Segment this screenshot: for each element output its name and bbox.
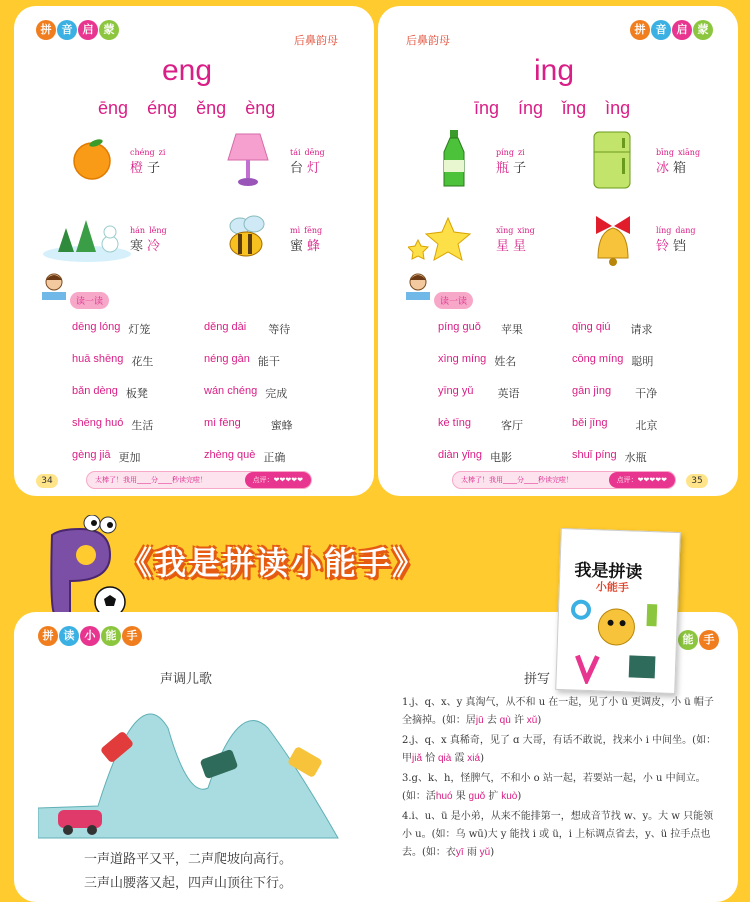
pair-pinyin: huā shēng: [72, 353, 124, 365]
footer-text: 太棒了！我用____分____秒读完啦！: [95, 476, 207, 484]
tone: ěng: [196, 98, 227, 118]
snow-scene-icon: [42, 212, 132, 262]
brand-logo-right: [678, 630, 719, 650]
word-pair: [438, 353, 516, 369]
pair-hanzi: 完成: [265, 387, 288, 400]
hanzi: 蜂: [307, 239, 321, 254]
stars-icon: [408, 212, 484, 264]
tone: īng: [474, 98, 500, 118]
logo-char: 启: [672, 20, 692, 40]
word-pair: [438, 385, 519, 401]
hanzi: 冷: [147, 239, 161, 254]
rule-pinyin: jiǎ: [412, 753, 423, 764]
word-pair: [572, 353, 653, 369]
rules-title: 拼写: [524, 672, 551, 687]
rule-pinyin: huó: [435, 791, 453, 802]
pinyin: fēng: [304, 226, 323, 235]
pair-hanzi: 客厅: [501, 419, 524, 432]
word-card: [290, 148, 325, 176]
pair-pinyin: mì fēng: [204, 417, 241, 429]
hanzi: 铛: [673, 239, 687, 254]
pinyin: xing: [517, 226, 535, 235]
logo-char: 拼: [36, 20, 56, 40]
spelling-rule: [402, 694, 722, 730]
logo-char: 能: [678, 630, 698, 650]
tone-mountains-illustration: [38, 688, 354, 848]
pair-pinyin: yīng yǔ: [438, 385, 474, 397]
logo-char: 蒙: [693, 20, 713, 40]
pair-hanzi: 灯笼: [128, 323, 151, 336]
rule-text: 许: [510, 715, 524, 726]
word-card: [496, 226, 535, 254]
pair-pinyin: děng dài: [204, 321, 247, 333]
word-card: [656, 226, 696, 254]
lamp-icon: [224, 130, 272, 190]
pinyin: xīng: [496, 226, 514, 235]
section-header: 后鼻韵母: [294, 34, 338, 47]
hanzi: 灯: [307, 161, 321, 176]
song-title: 声调儿歌: [160, 672, 213, 687]
pair-hanzi: 英语: [497, 387, 520, 400]
logo-char: 拼: [38, 626, 58, 646]
word-pair: [572, 321, 653, 337]
tone: ēng: [98, 98, 129, 118]
pair-pinyin: bǎn dèng: [72, 385, 118, 397]
word-pair: [204, 353, 280, 369]
pair-pinyin: xìng míng: [438, 353, 487, 365]
word-card: [496, 148, 526, 176]
rule-text: ): [480, 753, 484, 764]
hanzi: 蜜: [290, 239, 304, 254]
bottle-icon: [440, 128, 468, 190]
word-pair: [572, 385, 657, 401]
rule-pinyin: guǒ: [465, 791, 486, 802]
hanzi: 子: [147, 161, 161, 176]
read-aloud-label: 读一读: [70, 292, 109, 309]
brand-logo: [36, 20, 119, 40]
pinyin: dang: [675, 226, 696, 235]
final-title: ing: [534, 54, 575, 87]
logo-char: 蒙: [99, 20, 119, 40]
word-pair: [572, 449, 647, 465]
logo-char: 能: [101, 626, 121, 646]
logo-char: 启: [78, 20, 98, 40]
word-card: [130, 148, 165, 176]
word-pair: [72, 321, 150, 337]
hanzi: 星: [496, 239, 510, 254]
pair-pinyin: gèng jiā: [72, 449, 111, 461]
progress-footer: [86, 471, 312, 489]
pair-hanzi: 蜜蜂: [270, 419, 293, 432]
kid-reading-icon: [40, 272, 68, 302]
section-header: 后鼻韵母: [406, 34, 450, 47]
tone: éng: [147, 98, 178, 118]
pair-pinyin: shēng huó: [72, 417, 124, 429]
final-title: eng: [162, 54, 213, 87]
rule-text: 3.g、k、h，怪脾气，不和小 o 站一起，若要站一起，小 u 中间立。(如：活: [402, 773, 706, 802]
word-pair: [204, 449, 285, 465]
rule-text: ): [517, 791, 522, 802]
logo-char: 拼: [630, 20, 650, 40]
pinyin: mì: [290, 226, 301, 235]
logo-char: 手: [122, 626, 142, 646]
pair-hanzi: 干净: [635, 387, 658, 400]
hanzi: 寒: [130, 239, 144, 254]
tone: íng: [518, 98, 544, 118]
tone: ìng: [605, 98, 631, 118]
pinyin: xiāng: [677, 148, 701, 157]
pair-hanzi: 苹果: [500, 323, 523, 336]
word-pair: [438, 417, 523, 433]
brand-logo: [38, 626, 142, 646]
pair-pinyin: dēng lóng: [72, 321, 121, 333]
rule-text: ): [537, 715, 542, 726]
pair-hanzi: 能干: [257, 355, 280, 368]
tone: ǐng: [562, 98, 587, 118]
book-title-banner: 《我是拼读小能手》: [120, 544, 427, 582]
word-card: [290, 226, 322, 254]
word-pair: [204, 417, 293, 433]
rule-pinyin: yī: [455, 847, 464, 858]
hanzi: 星: [513, 239, 527, 254]
pinyin: zi: [158, 148, 166, 157]
logo-char: 读: [59, 626, 79, 646]
logo-char: 小: [80, 626, 100, 646]
pair-hanzi: 北京: [635, 419, 658, 432]
rule-text: 雨: [463, 847, 477, 858]
pair-pinyin: qǐng qiú: [572, 321, 611, 333]
rule-text: 2.j、q、x 真稀奇，见了 ɑ 大哥，有话不敢说，找来小 i 中间坐。(如：甲: [402, 735, 717, 764]
word-pair: [204, 385, 287, 401]
pair-hanzi: 更加: [118, 451, 141, 464]
tone: èng: [245, 98, 276, 118]
bee-icon: [220, 214, 276, 262]
rule-pinyin: xǔ: [523, 715, 538, 726]
pair-pinyin: zhèng què: [204, 449, 256, 461]
book-cover-subtitle: 小能手: [595, 580, 630, 595]
hanzi: 台: [290, 161, 304, 176]
pair-pinyin: běi jīng: [572, 417, 608, 429]
left-page: [14, 6, 374, 496]
page-number: 34: [36, 474, 58, 488]
word-pair: [572, 417, 657, 433]
pair-hanzi: 水瓶: [624, 451, 647, 464]
rule-pinyin: kuò: [498, 791, 518, 802]
pair-hanzi: 正确: [263, 451, 286, 464]
right-page: [378, 6, 738, 496]
pinyin: líng: [656, 226, 672, 235]
rule-text: 霞: [451, 753, 465, 764]
word-pair: [204, 321, 290, 337]
word-pair: [438, 321, 523, 337]
footer-text: 太棒了！我用____分____秒读完啦！: [461, 476, 573, 484]
rule-text: 4.i、u、ü 是小弟，从来不能排第一，想成音节找 w、y。大 w 只能领小 u。(如：乌 wū)大 y 能找 i 或 ü，i 上标调点省去，y、ü 拉手点也去。(如：衣: [402, 811, 714, 858]
rule-text: 1.j、q、x、y 真淘气，从不和 u 在一起，见了小 ü 更调皮，小 ü 帽子全摘掉。(如：居: [402, 697, 714, 726]
poem-line: 一声道路平又平，二声爬坡向高行。: [84, 852, 293, 867]
pair-pinyin: kè tīng: [438, 417, 472, 429]
tone-row: [474, 98, 630, 119]
progress-footer: [452, 471, 676, 489]
page-number: 35: [686, 474, 708, 488]
pinyin: chéng: [130, 148, 155, 157]
pinyin: zi: [517, 148, 525, 157]
rule-pinyin: qià: [435, 753, 452, 764]
pair-hanzi: 生活: [131, 419, 154, 432]
word-pair: [438, 449, 512, 465]
rule-text: ): [490, 847, 495, 858]
logo-char: 音: [651, 20, 671, 40]
word-pair: [72, 449, 141, 465]
rule-text: 去: [483, 715, 497, 726]
book-cover-title: 我是拼读: [574, 560, 643, 583]
pair-pinyin: diàn yǐng: [438, 449, 483, 461]
rule-pinyin: jū: [475, 715, 484, 726]
read-aloud-label: 读一读: [434, 292, 473, 309]
pair-pinyin: píng guǒ: [438, 321, 481, 333]
pair-pinyin: néng gàn: [204, 353, 250, 365]
pair-hanzi: 花生: [131, 355, 154, 368]
spelling-rule: [402, 732, 722, 768]
logo-char: 手: [699, 630, 719, 650]
word-pair: [72, 417, 153, 433]
pinyin: tái: [290, 148, 301, 157]
hanzi: 冰: [656, 161, 670, 176]
pair-hanzi: 电影: [490, 451, 513, 464]
pinyin: bīng: [656, 148, 674, 157]
logo-char: 音: [57, 20, 77, 40]
pair-pinyin: gān jìng: [572, 385, 612, 397]
kid-reading-icon: [404, 272, 432, 302]
hanzi: 箱: [673, 161, 687, 176]
rule-pinyin: qù: [496, 715, 511, 726]
tone-row: [98, 98, 275, 119]
rule-text: 扩: [485, 791, 499, 802]
hanzi: 子: [513, 161, 527, 176]
pair-pinyin: shuǐ píng: [572, 449, 617, 461]
pinyin: hán: [130, 226, 146, 235]
pair-pinyin: wán chéng: [204, 385, 258, 397]
pinyin: píng: [496, 148, 514, 157]
rule-pinyin: xiá: [464, 753, 481, 764]
word-card: [656, 148, 700, 176]
pair-hanzi: 聪明: [631, 355, 654, 368]
word-card: [130, 226, 167, 254]
spelling-rule: [402, 808, 722, 862]
pair-hanzi: 等待: [268, 323, 291, 336]
pair-pinyin: cōng míng: [572, 353, 624, 365]
pair-hanzi: 请求: [630, 323, 653, 336]
poem-line: 三声山腰落又起，四声山顶往下行。: [84, 876, 293, 891]
spelling-rule: [402, 770, 722, 806]
brand-logo: [630, 20, 713, 40]
bell-icon: [588, 212, 638, 268]
hanzi: 铃: [656, 239, 670, 254]
word-pair: [72, 385, 148, 401]
pair-hanzi: 姓名: [494, 355, 517, 368]
fridge-icon: [590, 130, 634, 190]
hanzi: 瓶: [496, 161, 510, 176]
pair-hanzi: 板凳: [125, 387, 148, 400]
hanzi: 橙: [130, 161, 144, 176]
rule-text: 恰: [422, 753, 436, 764]
rule-pinyin: yǔ: [476, 847, 491, 858]
book-cover: [555, 528, 681, 694]
cartoon-letters-icon: [568, 595, 665, 686]
pinyin: dēng: [304, 148, 325, 157]
rule-text: 果: [452, 791, 466, 802]
pinyin: lěng: [149, 226, 167, 235]
orange-icon: [68, 134, 116, 182]
rating-stars: 点评：❤❤❤❤❤: [245, 472, 311, 488]
word-pair: [72, 353, 153, 369]
rating-stars: 点评：❤❤❤❤❤: [609, 472, 675, 488]
